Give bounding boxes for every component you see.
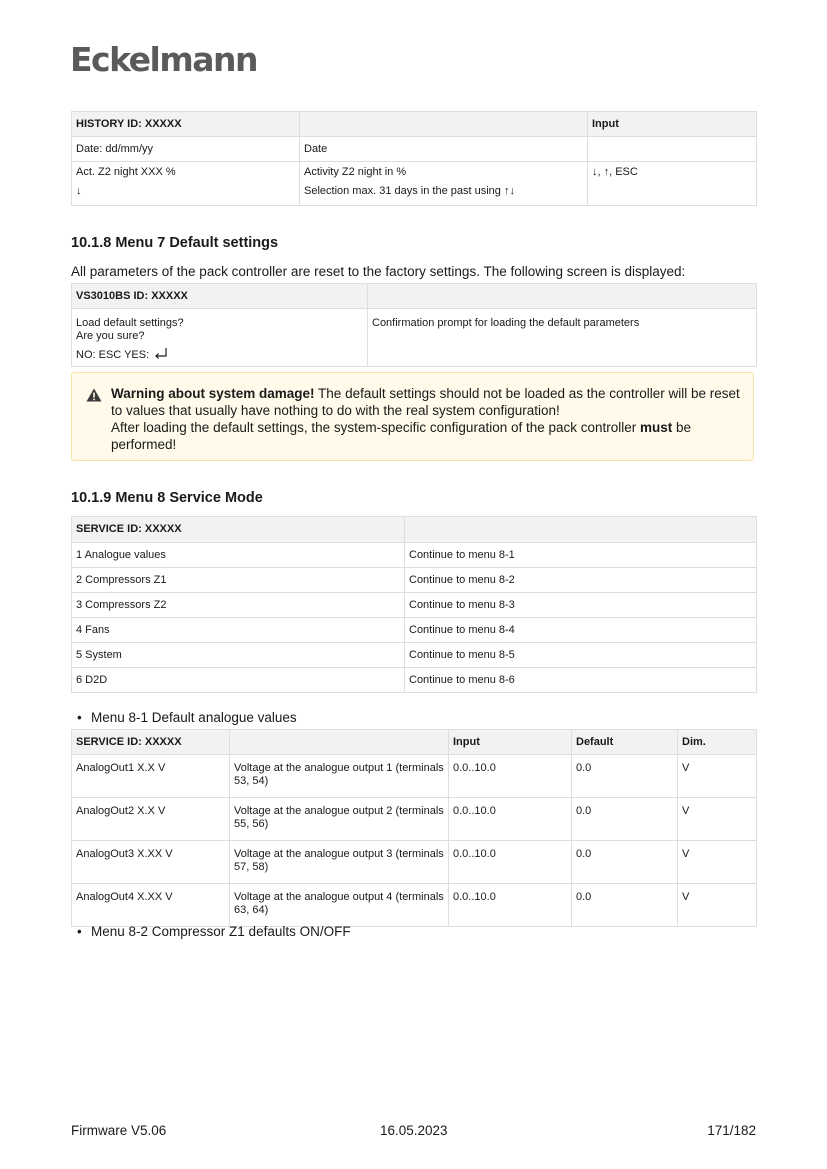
table-cell: Continue to menu 8-4 (405, 618, 757, 643)
table-cell: V (678, 755, 757, 798)
table-cell: 0.0 (572, 884, 678, 927)
table-cell: Date: dd/mm/yy (72, 137, 300, 162)
table-row (72, 618, 757, 643)
table-cell: 0.0 (572, 755, 678, 798)
table-cell: 3 Compressors Z2 (72, 593, 405, 618)
history-table (71, 111, 757, 206)
warning-paragraph (111, 419, 741, 453)
table-cell: Continue to menu 8-5 (405, 643, 757, 668)
warning-body: be performed! (111, 420, 692, 452)
table-row (72, 162, 757, 206)
list-item (77, 710, 297, 725)
header-cell: Input (449, 730, 572, 755)
cell-line: Selection max. 31 days in the past using ↑↓ (304, 185, 515, 197)
list-item-text: Menu 8-2 Compressor Z1 defaults ON/OFF (91, 924, 351, 939)
bullet-dot: • (77, 924, 82, 939)
confirm-keys-text: NO: ESC YES: (76, 349, 150, 361)
header-cell (230, 730, 449, 755)
table-cell: 0.0..10.0 (449, 798, 572, 841)
table-cell: Continue to menu 8-6 (405, 668, 757, 693)
table-row (72, 593, 757, 618)
table-cell: Voltage at the analogue output 2 (terminals 55, 56) (230, 798, 449, 841)
bullet-dot: • (77, 710, 82, 725)
table-cell: Continue to menu 8-3 (405, 593, 757, 618)
table-row (72, 884, 757, 927)
header-cell: SERVICE ID: XXXXX (72, 730, 230, 755)
table-cell: AnalogOut3 X.XX V (72, 841, 230, 884)
footer-firmware: Firmware V5.06 (71, 1123, 167, 1138)
table-cell: Continue to menu 8-2 (405, 568, 757, 593)
header-cell: VS3010BS ID: XXXXX (72, 284, 368, 309)
cell-line: ↓ (76, 185, 82, 197)
warning-icon (86, 388, 102, 402)
table-cell (72, 162, 300, 206)
list-item (77, 924, 351, 939)
table-row (72, 798, 757, 841)
cell-line: Are you sure? (76, 330, 145, 342)
table-cell: Continue to menu 8-1 (405, 543, 757, 568)
table-cell (588, 137, 757, 162)
service-menu-table (71, 516, 757, 693)
header-cell: Dim. (678, 730, 757, 755)
table-cell: Confirmation prompt for loading the default parameters (368, 309, 757, 367)
table-row (72, 137, 757, 162)
table-cell (72, 309, 368, 367)
warning-body: The default settings should not be loaded as the controller will be reset to values that usually have nothing to do with the real system configuration! (111, 386, 740, 418)
table-cell: AnalogOut4 X.XX V (72, 884, 230, 927)
header-cell (368, 284, 757, 309)
table-cell: 4 Fans (72, 618, 405, 643)
table-cell: V (678, 798, 757, 841)
warning-title: Warning about system damage! (111, 386, 315, 401)
table-cell: V (678, 841, 757, 884)
cell-line: Act. Z2 night XXX % (76, 166, 176, 178)
header-cell: Default (572, 730, 678, 755)
default-settings-table (71, 283, 757, 367)
table-cell: Voltage at the analogue output 1 (terminals 53, 54) (230, 755, 449, 798)
table-header-row (72, 730, 757, 755)
table-row (72, 309, 757, 367)
table-cell: 1 Analogue values (72, 543, 405, 568)
table-cell: 2 Compressors Z1 (72, 568, 405, 593)
header-cell: HISTORY ID: XXXXX (72, 112, 300, 137)
header-cell: SERVICE ID: XXXXX (72, 517, 405, 543)
analogue-values-table (71, 729, 757, 927)
section-intro: All parameters of the pack controller are reset to the factory settings. The following screen is displayed: (71, 264, 686, 279)
table-cell: V (678, 884, 757, 927)
cell-line: Load default settings? (76, 317, 184, 329)
table-header-row (72, 112, 757, 137)
table-header-row (72, 284, 757, 309)
table-row (72, 668, 757, 693)
section-title-menu-7: 10.1.8 Menu 7 Default settings (71, 235, 279, 251)
table-cell: Voltage at the analogue output 3 (terminals 57, 58) (230, 841, 449, 884)
table-row (72, 755, 757, 798)
table-cell: 0.0 (572, 841, 678, 884)
table-cell: Voltage at the analogue output 4 (terminals 63, 64) (230, 884, 449, 927)
table-cell: 0.0..10.0 (449, 884, 572, 927)
table-cell: 0.0..10.0 (449, 841, 572, 884)
table-cell: AnalogOut1 X.X V (72, 755, 230, 798)
footer-page-number: 171/182 (707, 1123, 756, 1138)
table-cell: 0.0..10.0 (449, 755, 572, 798)
table-row (72, 568, 757, 593)
warning-emphasis: must (640, 420, 673, 435)
header-cell (300, 112, 588, 137)
header-cell (405, 517, 757, 543)
header-cell: Input (588, 112, 757, 137)
list-item-text: Menu 8-1 Default analogue values (91, 710, 297, 725)
warning-body: After loading the default settings, the system-specific configuration of the pack controller (111, 420, 641, 435)
table-cell (300, 162, 588, 206)
company-logo: Eckelmann (70, 40, 257, 79)
table-cell: Date (300, 137, 588, 162)
section-title-menu-8: 10.1.9 Menu 8 Service Mode (71, 490, 263, 506)
table-cell: ↓, ↑, ESC (588, 162, 757, 206)
cell-line (76, 347, 363, 362)
warning-text (111, 385, 741, 453)
warning-paragraph (111, 385, 741, 419)
table-cell: 0.0 (572, 798, 678, 841)
table-row (72, 841, 757, 884)
footer-date: 16.05.2023 (380, 1123, 448, 1138)
table-header-row (72, 517, 757, 543)
warning-box (71, 372, 754, 461)
cell-line: Activity Z2 night in % (304, 166, 407, 178)
table-cell: 5 System (72, 643, 405, 668)
enter-key-icon (154, 347, 168, 359)
table-cell: AnalogOut2 X.X V (72, 798, 230, 841)
table-row (72, 543, 757, 568)
table-row (72, 643, 757, 668)
table-cell: 6 D2D (72, 668, 405, 693)
